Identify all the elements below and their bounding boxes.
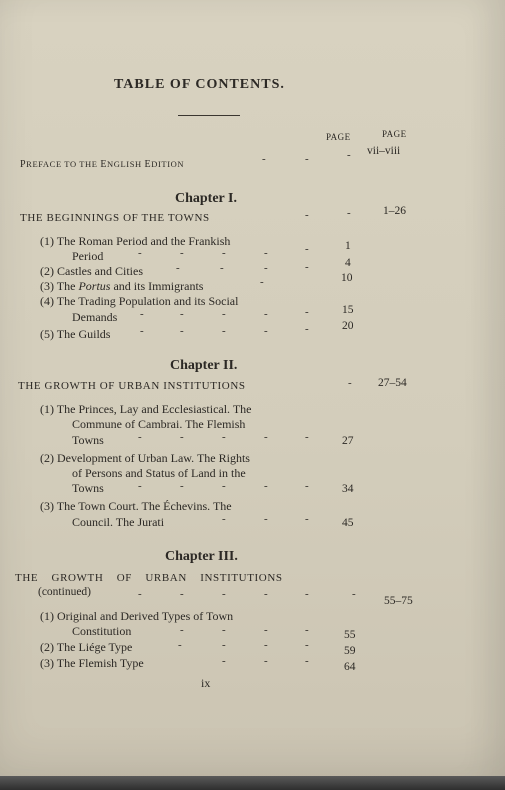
leader-dash: - [264,588,268,600]
chapter-heading: Chapter I. [175,191,237,206]
section-line: The Flemish Type [56,656,144,670]
section-entry [40,610,233,622]
section-number: (1) [40,402,54,416]
section-line: The Trading Population and its Social [56,294,239,308]
leader-dash: - [222,655,226,667]
section-line: Castles and Cities [57,264,143,278]
page-title: TABLE OF CONTENTS. [114,77,285,92]
leader-dash: - [180,247,184,259]
section-page: 45 [342,517,354,529]
leader-dash: - [305,639,309,651]
leader-dash: - [264,431,268,443]
leader-dash: - [222,513,226,525]
leader-dash: - [140,308,144,320]
section-number: (2) [40,264,54,278]
leader-dash: - [222,431,226,443]
section-page: 55 [344,629,356,641]
chapter-title: THE BEGINNINGS OF THE TOWNS [20,212,210,224]
leader-dash: - [305,431,309,443]
section-number: (3) [40,499,54,513]
section-number: (2) [40,451,54,465]
section-line: The Roman Period and the Frankish [56,234,231,248]
preface-pages: vii–viii [367,145,401,157]
section-entry [40,280,203,292]
leader-dash: - [305,655,309,667]
section-line: Towns [72,433,104,447]
leader-dash: - [352,588,356,600]
leader-dash: - [220,262,224,274]
leader-dash: - [305,513,309,525]
chapter-title: THE GROWTH OF URBAN INSTITUTIONS [18,380,246,392]
leader-dash: - [260,276,264,288]
section-number: (2) [40,640,54,654]
section-line: and its Immigrants [113,279,204,293]
section-entry [40,641,132,653]
section-line: Demands [72,310,118,324]
section-line: The Liége Type [56,640,133,654]
preface-label: PREFACE TO THE ENGLISH EDITION [20,159,185,170]
leader-dash: - [138,247,142,259]
title-rule [178,115,240,116]
section-entry [40,265,143,277]
section-line: of Persons and Status of Land in the [72,466,246,480]
section-page: 1 [345,240,351,252]
leader-dash: - [180,325,184,337]
leader-dash: - [180,308,184,320]
chapter-pages: 1–26 [383,205,406,217]
leader-dash: - [305,209,309,221]
leader-dash: - [305,261,309,273]
leader-dash: - [347,207,351,219]
leader-dash: - [264,262,268,274]
leader-dash: - [138,431,142,443]
section-entry [40,295,238,307]
leader-dash: - [262,153,266,165]
section-line: Period [72,249,104,263]
leader-dash: - [305,480,309,492]
leader-dash: - [305,243,309,255]
leader-dash: - [222,247,226,259]
section-line: Council. The Jurati [72,515,165,529]
section-number: (1) [40,234,54,248]
section-page: 4 [345,257,351,269]
chapter-heading: Chapter III. [165,549,238,564]
section-number: (3) [40,656,54,670]
page-bottom-edge [0,776,505,790]
section-line: The [56,279,76,293]
leader-dash: - [140,325,144,337]
section-line: Commune of Cambrai. The Flemish [72,417,246,431]
chapter-pages: 27–54 [378,377,407,389]
leader-dash: - [176,262,180,274]
section-number: (1) [40,609,54,623]
section-line: The Town Court. The Échevins. The [56,499,232,513]
section-number: (4) [40,294,54,308]
section-entry [40,403,252,415]
leader-dash: - [264,624,268,636]
section-page: 34 [342,483,354,495]
page-column-header: PAGE [326,132,351,142]
leader-dash: - [264,480,268,492]
leader-dash: - [264,325,268,337]
section-entry [40,235,230,247]
leader-dash: - [305,306,309,318]
leader-dash: - [264,655,268,667]
leader-dash: - [305,323,309,335]
leader-dash: - [347,149,351,161]
leader-dash: - [180,480,184,492]
section-page: 59 [344,645,356,657]
leader-dash: - [264,247,268,259]
leader-dash: - [348,377,352,389]
section-page: 64 [344,661,356,673]
leader-dash: - [222,639,226,651]
section-entry [40,452,250,464]
leader-dash: - [264,513,268,525]
section-line: The Guilds [56,327,111,341]
section-line: Towns [72,481,104,495]
section-line-italic: Portus [78,279,111,293]
leader-dash: - [305,624,309,636]
leader-dash: - [222,308,226,320]
section-page: 10 [341,272,353,284]
section-entry [40,500,232,512]
preface-label-text: REFACE TO THE [26,159,101,169]
section-number: (5) [40,327,54,341]
section-entry [40,657,144,669]
leader-dash: - [138,588,142,600]
chapter-title-continued: (continued) [38,586,92,598]
section-entry [40,328,110,340]
section-line: Constitution [72,624,132,638]
section-line: Original and Derived Types of Town [57,609,234,623]
section-page: 27 [342,435,354,447]
leader-dash: - [305,153,309,165]
leader-dash: - [305,588,309,600]
leader-dash: - [264,639,268,651]
section-line: Development of Urban Law. The Rights [57,451,250,465]
leader-dash: - [180,624,184,636]
section-line: The Princes, Lay and Ecclesiastical. The [56,402,252,416]
section-page: 15 [342,304,354,316]
leader-dash: - [222,624,226,636]
leader-dash: - [178,639,182,651]
page-number: ix [201,676,211,690]
chapter-heading: Chapter II. [170,358,238,373]
leader-dash: - [222,480,226,492]
leader-dash: - [222,325,226,337]
page-range-column-header: PAGE [382,129,407,139]
chapter-pages: 55–75 [384,595,413,607]
leader-dash: - [222,588,226,600]
leader-dash: - [138,480,142,492]
section-page: 20 [342,320,354,332]
leader-dash: - [180,431,184,443]
leader-dash: - [264,308,268,320]
leader-dash: - [180,588,184,600]
section-number: (3) [40,279,54,293]
chapter-title: THE GROWTH OF URBAN INSTITUTIONS [15,572,283,584]
